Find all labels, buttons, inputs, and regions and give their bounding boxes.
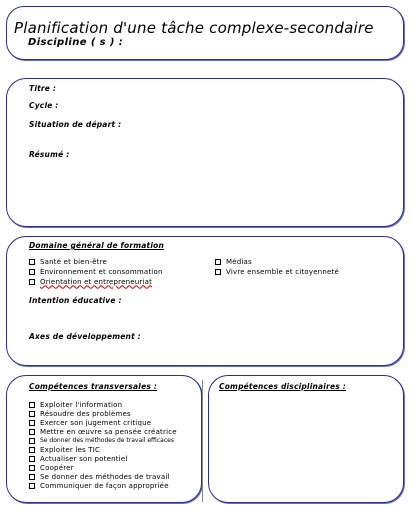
checkbox-row-communiquer[interactable] [29,481,169,490]
checkbox-label: Résoudre des problèmes [40,409,131,418]
checkbox-row-methodes-travail[interactable] [29,472,170,481]
resume-label: Résumé : [29,150,70,159]
checkbox[interactable] [29,438,35,444]
checkbox-row-sante[interactable] [29,257,107,266]
checkbox-row-methodes-efficaces[interactable] [29,436,174,445]
checkbox[interactable] [29,279,35,285]
checkbox-row-vivre-ensemble[interactable] [215,267,339,276]
checkbox[interactable] [29,411,35,417]
checkbox[interactable] [29,420,35,426]
cycle-label: Cycle : [29,101,59,110]
checkbox-row-potentiel[interactable] [29,454,127,463]
titre-label: Titre : [29,84,57,93]
checkbox-label: Vivre ensemble et citoyenneté [226,267,339,276]
checkbox-label: Santé et bien-être [40,257,108,266]
checkbox[interactable] [29,456,35,462]
checkbox[interactable] [29,447,35,453]
column-divider [202,380,203,502]
situation-label: Situation de départ : [29,120,122,129]
checkbox[interactable] [29,474,35,480]
checkbox-label: Médias [226,257,252,266]
checkbox-label: Exercer son jugement critique [40,418,152,427]
checkbox[interactable] [215,259,221,265]
checkbox[interactable] [29,259,35,265]
checkbox-row-environnement[interactable] [29,267,163,276]
axes-label: Axes de développement : [29,332,141,341]
checkbox-row-medias[interactable] [215,257,252,266]
checkbox-label: Orientation et entrepreneuriat [40,277,153,286]
checkbox-row-problemes[interactable] [29,409,131,418]
checkbox[interactable] [29,429,35,435]
page-title: Planification d'une tâche complexe-secondaire [14,19,374,37]
checkbox-row-pensee-creatrice[interactable] [29,427,177,436]
discipline-label: Discipline ( s ) : [28,37,124,48]
checkbox[interactable] [29,402,35,408]
checkbox-label: Se donner des méthodes de travail [40,472,170,481]
checkbox[interactable] [29,483,35,489]
competences-disciplinaires-box [208,375,404,503]
checkbox[interactable] [215,269,221,275]
checkbox-label: Communiquer de façon appropriée [40,481,169,490]
checkbox-row-orientation[interactable] [29,277,152,286]
competences-transversales-heading: Compétences transversales : [29,382,158,391]
checkbox[interactable] [29,269,35,275]
checkbox-label: Exploiter les TIC [40,445,101,454]
competences-disciplinaires-heading: Compétences disciplinaires : [219,382,346,391]
checkbox-row-jugement[interactable] [29,418,151,427]
intention-label: Intention éducative : [29,296,122,305]
domaine-heading: Domaine général de formation [29,241,164,250]
checkbox-label: Environnement et consommation [40,267,163,276]
checkbox-row-tic[interactable] [29,445,100,454]
checkbox-label: Actualiser son potentiel [40,454,128,463]
checkbox-label: Se donner des méthodes de travail efficaces [40,437,174,444]
checkbox-row-cooperer[interactable] [29,463,74,472]
checkbox-label: Coopérer [40,463,74,472]
checkbox-label: Mettre en œuvre sa pensée créatrice [40,427,177,436]
checkbox[interactable] [29,465,35,471]
checkbox-label: Exploiter l'information [40,400,123,409]
checkbox-row-information[interactable] [29,400,122,409]
